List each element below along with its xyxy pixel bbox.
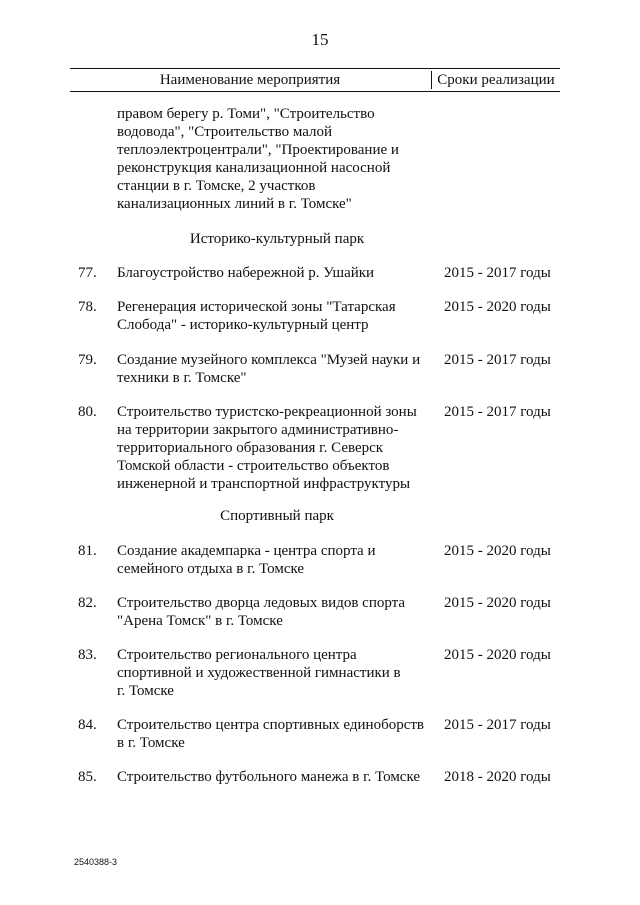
row-dates: 2015 - 2020 годы xyxy=(444,299,551,315)
header-event-name: Наименование мероприятия xyxy=(159,72,341,88)
row-number: 80. xyxy=(78,404,97,420)
header-implementation-period: Сроки реализации xyxy=(437,72,555,88)
section-title: Историко-культурный парк xyxy=(189,231,365,247)
row-text: Строительство туристско-рекреационной зоны на территории закрытого административно- территориального образования г. Северск Томской области - строительство объектов инженерной и транспортной инфраструктуры xyxy=(117,404,417,492)
row-text: Строительство дворца ледовых видов спорта "Арена Томск" в г. Томске xyxy=(117,595,406,629)
row-text: Создание музейного комплекса "Музей науки и техники в г. Томске" xyxy=(117,352,421,386)
row-number: 78. xyxy=(78,299,97,315)
table-header xyxy=(70,68,560,92)
row-text: Строительство футбольного манежа в г. Томске xyxy=(117,769,421,785)
row-text: Создание академпарка - центра спорта и семейного отдыха в г. Томске xyxy=(117,543,376,577)
row-dates: 2015 - 2017 годы xyxy=(444,404,551,420)
row-number: 82. xyxy=(78,595,97,611)
row-dates: 2018 - 2020 годы xyxy=(444,769,551,785)
row-dates: 2015 - 2017 годы xyxy=(444,265,551,281)
row-text: Строительство центра спортивных единоборств в г. Томске xyxy=(117,717,424,751)
continued-item-text: правом берегу р. Томи", "Строительство водовода", "Строительство малой теплоэлектроцентрали", "Проектирование и реконструкция канализационной насосной станции в г. Томске, 2 участков канализационных линий в г. Томске" xyxy=(117,106,399,212)
row-dates: 2015 - 2017 годы xyxy=(444,717,551,733)
section-title: Спортивный парк xyxy=(220,508,334,524)
row-number: 84. xyxy=(78,717,97,733)
row-text: Регенерация исторической зоны "Татарская Слобода" - историко-культурный центр xyxy=(117,299,396,333)
row-dates: 2015 - 2020 годы xyxy=(444,595,551,611)
row-number: 81. xyxy=(78,543,97,559)
row-number: 77. xyxy=(78,265,97,281)
page-number: 15 xyxy=(311,30,329,49)
row-dates: 2015 - 2020 годы xyxy=(444,647,551,663)
row-number: 85. xyxy=(78,769,97,785)
row-number: 83. xyxy=(78,647,97,663)
row-dates: 2015 - 2017 годы xyxy=(444,352,551,368)
row-dates: 2015 - 2020 годы xyxy=(444,543,551,559)
row-text: Строительство регионального центра спортивной и художественной гимнастики в г. Томске xyxy=(117,647,401,699)
row-number: 79. xyxy=(78,352,97,368)
document-code: 2540388-3 xyxy=(74,857,118,867)
row-text: Благоустройство набережной р. Ушайки xyxy=(117,265,375,281)
